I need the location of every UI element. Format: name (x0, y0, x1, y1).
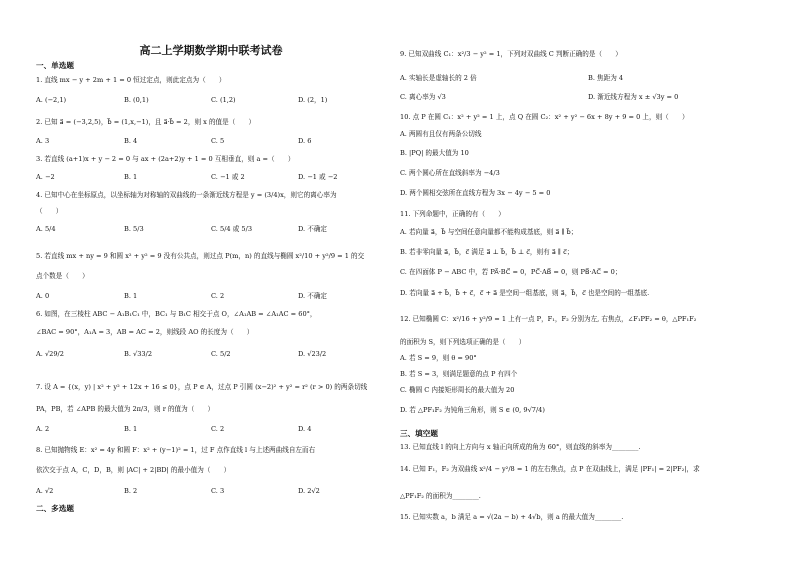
question-6: 6. 如图，在三棱柱 ABC − A₁B₁C₁ 中，BC₁ 与 B₁C 相交于点 O，∠A₁AB = ∠A₁AC = 60°， (36, 310, 317, 318)
question-11: 11. 下列命题中，正确的有（ ） (400, 210, 505, 218)
option: B. 1 (124, 173, 138, 181)
question-8-cont: 依次交于点 A，C，D，B，则 |AC| + 2|BD| 的最小值为（ ） (36, 466, 231, 474)
option: C. (1,2) (211, 96, 236, 104)
question-13: 13. 已知直线 l 的向上方向与 x 轴正向所成的角为 60°，则直线的斜率为________. (400, 443, 641, 451)
option: B. (0,1) (124, 96, 149, 104)
option: B. 4 (124, 137, 138, 145)
option: C. 2 (211, 425, 225, 433)
option: C. 离心率为 √3 (400, 93, 446, 101)
option: D. 4 (298, 425, 312, 433)
option: A. 若向量 a⃗，b⃗ 与空间任意向量都不能构成基底，则 a⃗ ∥ b⃗； (400, 228, 578, 236)
question-12-cont: 的面积为 S，则下列选项正确的是（ ） (400, 338, 526, 346)
option: D. (2，1) (298, 96, 328, 104)
option: D. 不确定 (298, 225, 328, 233)
option: C. 5/4 或 5/3 (211, 225, 253, 233)
option: A. 3 (36, 137, 50, 145)
question-4-cont: （ ） (36, 207, 63, 215)
question-5: 5. 若直线 mx + ny = 9 和圆 x² + y² = 9 没有公共点，则过点 P(m，n) 的直线与椭圆 x²/10 + y²/9 = 1 的交 (36, 252, 365, 260)
question-14-cont: △PF₁F₂ 的面积为________. (400, 492, 481, 500)
option: D. −1 或 −2 (298, 173, 338, 181)
question-2: 2. 已知 a⃗ = (−3,2,5)，b⃗ = (1,x,−1)，且 a⃗·b⃗ = 2，则 x 的值是（ ） (36, 118, 256, 126)
option: D. 渐近线方程为 x ± √3y = 0 (588, 93, 679, 101)
option: B. √33/2 (124, 350, 153, 358)
option: D. √23/2 (298, 350, 327, 358)
option: A. 2 (36, 425, 50, 433)
option: B. |PQ| 的最大值为 10 (400, 149, 469, 157)
question-12: 12. 已知椭圆 C：x²/16 + y²/9 = 1 上有一点 P，F₁，F₂ 分别为左, 右焦点，∠F₁PF₂ = θ，△PF₁F₂ (400, 315, 697, 323)
option: B. 1 (124, 292, 138, 300)
question-14: 14. 已知 F₁，F₂ 为双曲线 x²/4 − y²/8 = 1 的左右焦点，点 P 在双曲线上，满足 |PF₁| = 2|PF₂|，求 (400, 465, 700, 473)
question-4: 4. 已知中心在坐标原点，以坐标轴为对称轴的双曲线的一条渐近线方程是 y = (3/4)x，则它的离心率为 (36, 191, 337, 199)
option: C. −1 或 2 (211, 173, 245, 181)
option: B. 2 (124, 487, 138, 495)
option: A. 两圆有且仅有两条公切线 (400, 130, 482, 138)
option: D. 若 △PF₁F₂ 为钝角三角形，则 S ∈ (0, 9√7/4) (400, 406, 545, 414)
option: D. 2√2 (298, 487, 320, 495)
option: A. √29/2 (36, 350, 64, 358)
page-title: 高二上学期数学期中联考试卷 (139, 44, 283, 57)
question-7-cont: PA，PB，若 ∠APB 的最大值为 2π/3，则 r 的值为（ ） (36, 405, 215, 413)
section-single-choice: 一、单选题 (36, 61, 74, 70)
option: A. 实轴长是虚轴长的 2 倍 (400, 74, 477, 82)
question-9: 9. 已知双曲线 C₁：x²/3 − y² = 1，下列对双曲线 C 判断正确的是（ ） (400, 50, 622, 58)
option: C. 在四面体 P − ABC 中，若 PA⃗·BC⃗ = 0，PC⃗·AB⃗ = 0，则 PB⃗·AC⃗ = 0； (400, 268, 622, 276)
question-7: 7. 设 A = {(x，y) | x² + y² + 12x + 16 ≤ 0}，点 P ∈ A，过点 P 引圆 (x−2)² + y² = r² (r > 0) 的两条切线 (36, 383, 368, 391)
question-15: 15. 已知实数 a，b 满足 a = √(2a − b) + 4√b，则 a 的最大值为________. (400, 513, 624, 521)
option: C. 2 (211, 292, 225, 300)
option: C. 两个圆心所在直线斜率为 −4/3 (400, 169, 500, 177)
question-3: 3. 若直线 (a+1)x + y − 2 = 0 与 ax + (2a+2)y + 1 = 0 互相垂直，则 a =（ ） (36, 155, 295, 163)
option: A. −2 (36, 173, 55, 181)
option: B. 5/3 (124, 225, 144, 233)
option: A. (−2,1) (36, 96, 67, 104)
question-10: 10. 点 P 在圆 C₁：x² + y² = 1 上，点 Q 在圆 C₂：x² + y² − 6x + 8y + 9 = 0 上，则（ ） (400, 113, 689, 121)
question-8: 8. 已知抛物线 E：x² = 4y 和圆 F：x² + (y−1)² = 1，过 F 点作直线 l 与上述两曲线自左而右 (36, 446, 316, 454)
section-multiple-choice: 二、多选题 (36, 504, 74, 513)
option: B. 若非零向量 a⃗，b⃗，c⃗ 满足 a⃗ ⊥ b⃗，b⃗ ⊥ c⃗，则有 a⃗ ∥ c⃗； (400, 248, 574, 256)
option: B. 1 (124, 425, 138, 433)
option: C. 5/2 (211, 350, 231, 358)
option: D. 两个圆相交弦所在直线方程为 3x − 4y − 5 = 0 (400, 189, 551, 197)
option: A. 若 S = 9，则 θ = 90° (400, 354, 477, 362)
question-1: 1. 直线 mx − y + 2m + 1 = 0 恒过定点，则此定点为（ ） (36, 76, 226, 84)
option: B. 若 S = 3，则满足题意的点 P 有四个 (400, 370, 518, 378)
option: C. 椭圆 C 内接矩形周长的最大值为 20 (400, 386, 515, 394)
option: D. 6 (298, 137, 312, 145)
option: D. 不确定 (298, 292, 328, 300)
option: A. 5/4 (36, 225, 56, 233)
question-5-cont: 点个数是（ ） (36, 272, 89, 280)
option: A. 0 (36, 292, 50, 300)
question-6-cont: ∠BAC = 90°，A₁A = 3，AB = AC = 2，则线段 AO 的长度为（ ） (36, 328, 254, 336)
section-fill-blank: 三、填空题 (400, 429, 438, 438)
option: C. 5 (211, 137, 225, 145)
option: D. 若向量 a⃗ + b⃗，b⃗ + c⃗，c⃗ + a⃗ 是空间一组基底，则 a⃗，b⃗，c⃗ 也是空间的一组基底. (400, 289, 650, 297)
option: A. √2 (36, 487, 54, 495)
option: C. 3 (211, 487, 225, 495)
option: B. 焦距为 4 (588, 74, 624, 82)
